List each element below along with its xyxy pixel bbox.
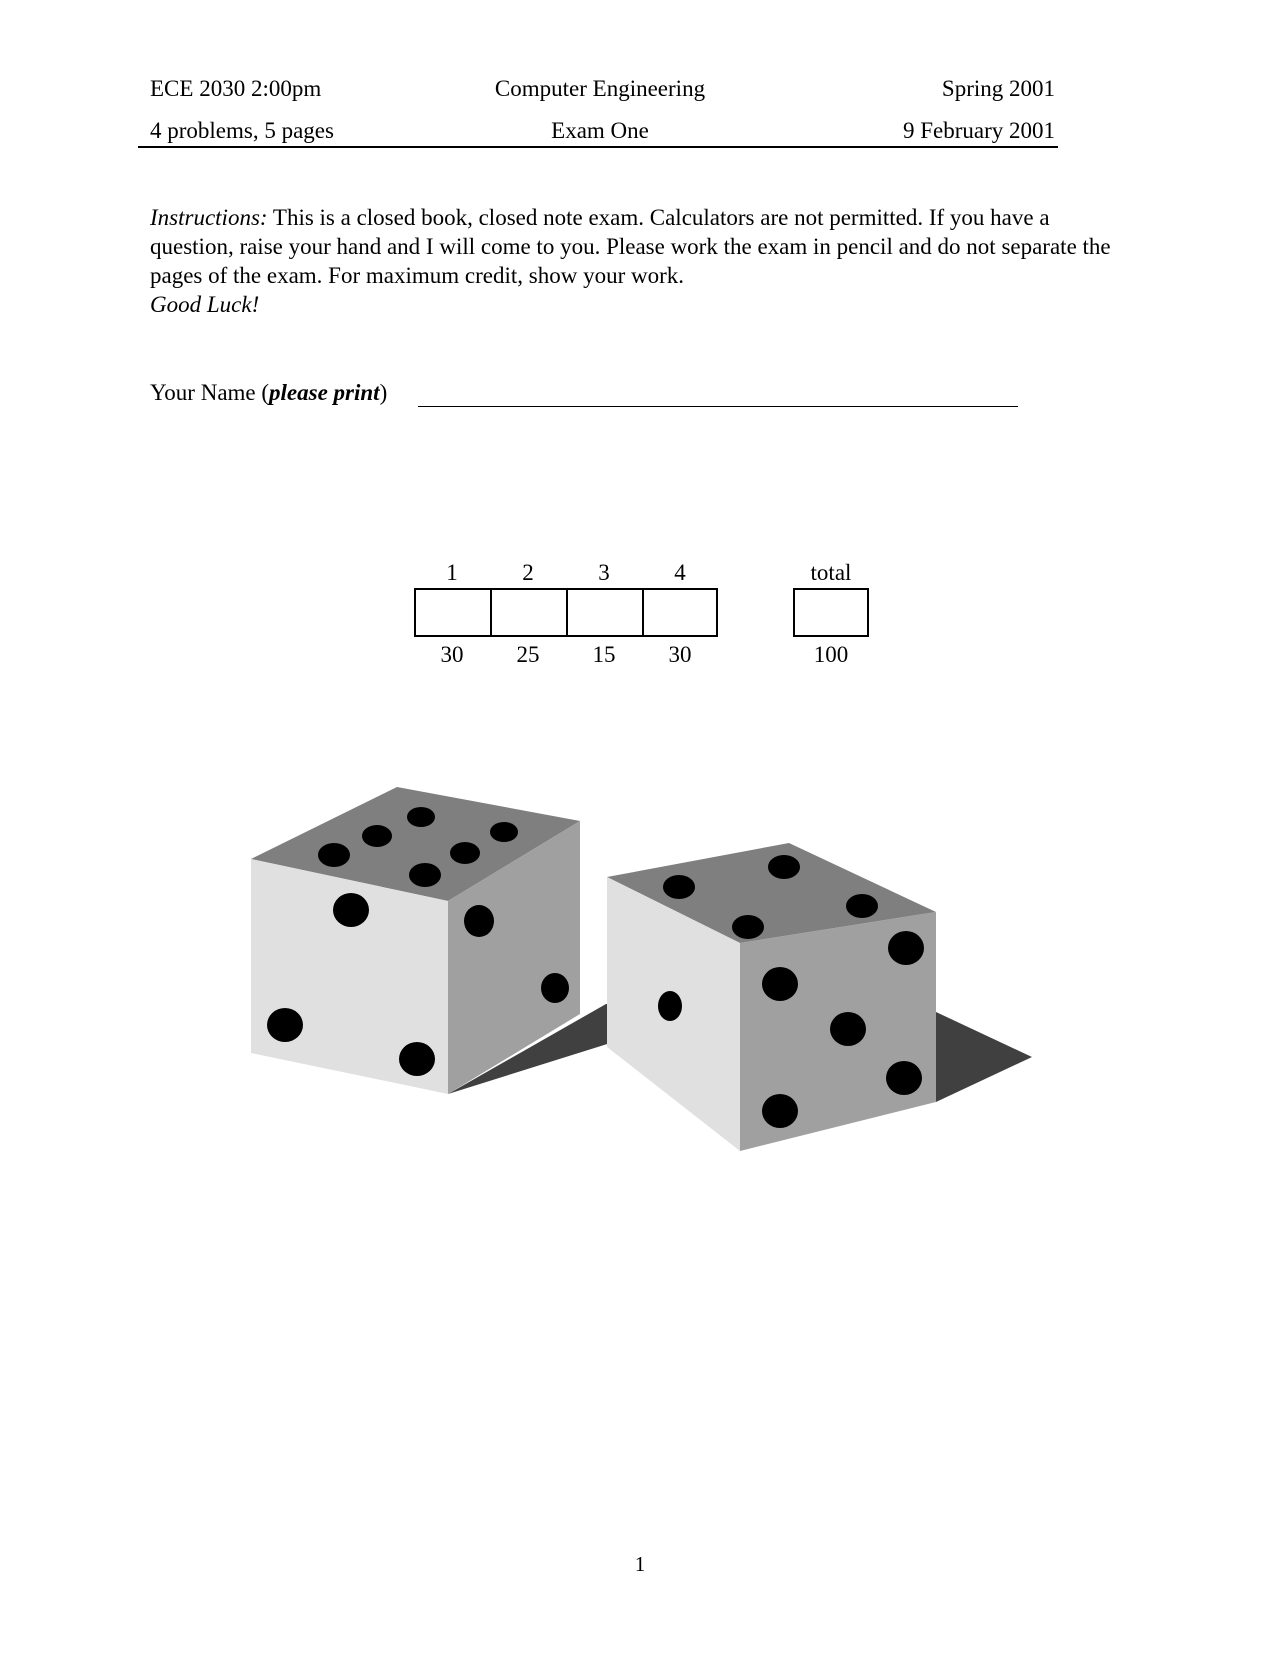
instructions-label: Instructions: [150, 205, 268, 230]
problem-2-points: 25 [516, 642, 540, 667]
pip [541, 973, 569, 1003]
right-die [607, 843, 1032, 1151]
pip [450, 842, 480, 864]
name-prefix: Your Name ( [150, 380, 270, 405]
name-suffix: ) [379, 380, 388, 405]
pip [768, 855, 800, 879]
right-die-shadow [936, 1012, 1032, 1102]
pip [762, 967, 798, 1001]
pip [663, 875, 695, 899]
problem-3-label: 3 [598, 560, 610, 585]
name-emphasis: please print [269, 380, 380, 405]
total-points: 100 [813, 642, 849, 667]
department-label: Computer Engineering [494, 76, 706, 101]
pip [399, 1042, 435, 1076]
pip [362, 825, 392, 847]
pip [886, 1061, 922, 1095]
left-die [251, 787, 620, 1094]
good-luck-text: Good Luck! [150, 292, 260, 317]
course-label: ECE 2030 2:00pm [150, 76, 322, 101]
pip [407, 807, 435, 827]
exam-date: 9 February 2001 [902, 118, 1055, 143]
total-label: total [810, 560, 852, 585]
pip [762, 1094, 798, 1128]
pip [464, 905, 494, 937]
pip [846, 894, 878, 918]
exam-title: Exam One [551, 118, 649, 143]
problems-pages-label: 4 problems, 5 pages [150, 118, 334, 143]
pip [318, 843, 350, 867]
problem-4-points: 30 [668, 642, 692, 667]
pip [409, 863, 441, 887]
instructions-text: This is a closed book, closed note exam. Calculators are not permitted. If you have a question, raise your hand and I will come to you. Please work the exam in pencil and do not separate the pages of the exam. For maximum credit, show your work. [150, 205, 1111, 288]
pip [888, 931, 924, 965]
pip [732, 915, 764, 939]
problem-1-label: 1 [446, 560, 458, 585]
page-number: 1 [634, 1552, 646, 1576]
term-label: Spring 2001 [941, 76, 1055, 101]
pip [830, 1012, 866, 1046]
problem-3-points: 15 [592, 642, 616, 667]
pip [658, 991, 682, 1021]
pip [490, 822, 518, 842]
problem-1-points: 30 [440, 642, 464, 667]
problem-2-label: 2 [522, 560, 534, 585]
problem-4-label: 4 [674, 560, 686, 585]
pip [267, 1008, 303, 1042]
pip [333, 893, 369, 927]
